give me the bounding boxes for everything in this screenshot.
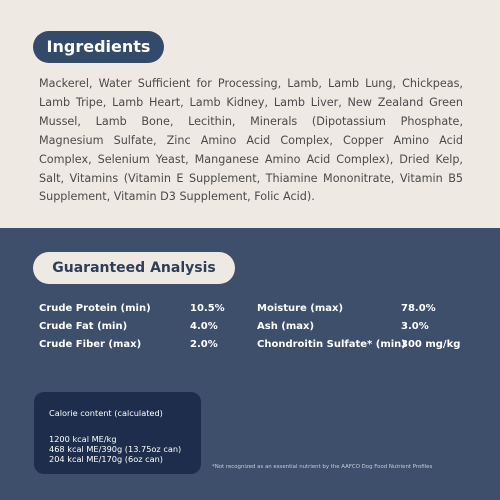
crude-fat-value: 4.0% — [190, 321, 218, 332]
analysis-heading: Guaranteed Analysis — [33, 252, 235, 284]
crude-fiber-value: 2.0% — [190, 339, 218, 350]
calorie-line: 204 kcal ME/170g (6oz can) — [49, 454, 164, 464]
moisture-label: Moisture (max) — [257, 303, 344, 314]
ash-label: Ash (max) — [257, 321, 315, 332]
ash-value: 3.0% — [401, 321, 429, 332]
ingredients-section — [0, 0, 500, 228]
calorie-box — [34, 392, 201, 474]
analysis-section — [0, 228, 500, 500]
calorie-line: 1200 kcal ME/kg — [49, 434, 117, 444]
crude-protein-value: 10.5% — [190, 303, 225, 314]
chondroitin-value: 300 mg/kg — [401, 339, 461, 350]
ingredients-list: Mackerel, Water Sufficient for Processing, Lamb, Lamb Lung, Chickpeas, Lamb Tripe, Lamb Heart, Lamb Kidney, Lamb Liver, New Zealand Green Mussel, Lamb Bone, Lecithin, Minerals (Dipotassium Phosphate, Magnesium Sulfate, Zinc Amino Acid Complex, Copper Amino Acid Complex, Selenium Yeast, Manganese Amino Acid Complex), Dried Kelp, Salt, Vitamins (Vitamin E Supplement, Thiamine Mononitrate, Vitamin B5 Supplement, Vitamin D3 Supplement, Folic Acid). — [39, 77, 463, 204]
calorie-line: 468 kcal ME/390g (13.75oz can) — [49, 444, 182, 454]
moisture-value: 78.0% — [401, 303, 436, 314]
chondroitin-label: Chondroitin Sulfate* (min) — [257, 339, 406, 350]
calorie-title: Calorie content (calculated) — [49, 408, 163, 418]
footnote: *Not recognized as an essential nutrient by the AAFCO Dog Food Nutrient Profiles — [212, 464, 433, 470]
ingredients-heading: Ingredients — [33, 31, 164, 63]
crude-fiber-label: Crude Fiber (max) — [39, 339, 142, 350]
crude-protein-label: Crude Protein (min) — [39, 303, 151, 314]
crude-fat-label: Crude Fat (min) — [39, 321, 128, 332]
